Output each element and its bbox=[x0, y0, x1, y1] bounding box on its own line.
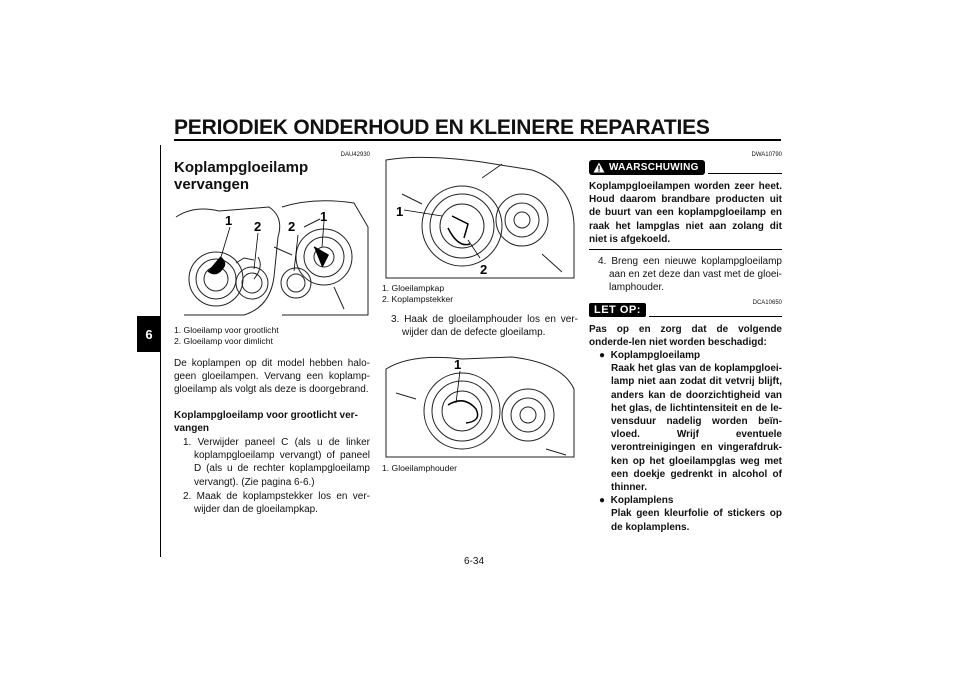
title-rule bbox=[174, 139, 781, 141]
warning-end-rule bbox=[589, 249, 782, 250]
chapter-tab: 6 bbox=[137, 316, 161, 352]
figure-label: 2 bbox=[254, 219, 262, 234]
bullet-text: Plak geen kleurfolie of stickers op de koplamplens. bbox=[611, 508, 782, 533]
notice-bullet bbox=[589, 494, 782, 507]
figure-caption: 1. Gloeilamphouder bbox=[382, 463, 458, 474]
bullet-icon: ● bbox=[599, 350, 611, 362]
page-title: PERIODIEK ONDERHOUD EN KLEINERE REPARATIES bbox=[174, 116, 710, 139]
figure-label: 2 bbox=[480, 262, 488, 277]
figure-caption: 1. Gloeilampkap bbox=[382, 283, 445, 293]
step-4: 4. Breng een nieuwe koplampgloeilamp aan en zet deze dan vast met de gloei-lamphouder. bbox=[598, 256, 782, 294]
bullet-text: Raak het glas van de koplampgloei-lamp niet aan zodat dit vetvrij blijft, anders kan de doorzichtigheid van het glas, de lichtintensiteit en de le-vensduur nadelig worden beïn-vloed. Wrijf eventuele verontreinigingen en vingerafdruk-ken op het gloeilampglas weg met een doekje gedrenkt in alcohol of thinner. bbox=[611, 363, 782, 494]
middle-column bbox=[382, 154, 578, 474]
warning-code: DWA10790 bbox=[751, 152, 782, 158]
warning-triangle-icon bbox=[593, 162, 605, 173]
figure-label: 1 bbox=[396, 204, 404, 219]
notice-intro: Pas op en zorg dat de volgende onderde-len niet worden beschadigd: bbox=[589, 323, 782, 348]
figure-caption: 2. Koplampstekker bbox=[382, 294, 454, 304]
notice-rule bbox=[649, 316, 782, 317]
subheading: Koplampgloeilamp voor grootlicht ver-vangen bbox=[174, 409, 358, 434]
notice-header bbox=[589, 300, 782, 317]
notice-code: DCA10650 bbox=[752, 299, 782, 306]
page-number: 6-34 bbox=[464, 556, 485, 567]
figure-label: 1 bbox=[320, 209, 328, 224]
right-column bbox=[589, 152, 782, 534]
section-heading: Koplampgloeilamp vervangen bbox=[174, 159, 309, 193]
bullet-icon: ● bbox=[599, 495, 611, 507]
warning-label: WAARSCHUWING bbox=[609, 162, 699, 173]
figure-bulb-holder bbox=[382, 349, 578, 459]
section-code: DAU42930 bbox=[340, 152, 370, 158]
bullet-title: Koplampgloeilamp bbox=[610, 350, 701, 362]
figure-bulb-cover bbox=[382, 154, 578, 280]
warning-badge bbox=[589, 160, 705, 175]
figure-caption: 1. Gloeilamp voor grootlicht bbox=[174, 325, 279, 335]
figure-caption: 2. Gloeilamp voor dimlicht bbox=[174, 336, 273, 346]
left-column bbox=[174, 152, 370, 516]
notice-label: LET OP: bbox=[589, 303, 646, 317]
figure-label: 1 bbox=[454, 357, 462, 373]
step-1: 1. Verwijder paneel C (als u de linker koplampgloeilamp vervangt) of paneel D (als u de rechter koplampgloeilamp vervangt). (Zie pagina 6-6.) bbox=[183, 437, 370, 488]
warning-text: Koplampgloeilampen worden zeer heet. Houd daarom brandbare producten uit de buurt van een koplampgloeilamp en raak het lampglas niet aan zolang dit niet is afgekoeld. bbox=[589, 181, 782, 245]
figure-headlight-bulbs bbox=[174, 197, 370, 321]
warning-rule bbox=[708, 173, 782, 174]
figure-label: 2 bbox=[288, 219, 296, 234]
notice-bullet bbox=[589, 349, 782, 362]
figure-label: 1 bbox=[225, 213, 233, 228]
warning-header bbox=[589, 160, 782, 175]
step-3: 3. Haak de gloeilamphouder los en ver-wijder dan de defecte gloeilamp. bbox=[391, 314, 578, 339]
intro-paragraph: De koplampen op dit model hebben halo-geen gloeilampen. Vervang een koplamp-gloeilamp als volgt als deze is doorgebrand. bbox=[174, 358, 370, 396]
step-2: 2. Maak de koplampstekker los en ver-wijder dan de gloeilampkap. bbox=[183, 490, 370, 516]
bullet-title: Koplamplens bbox=[610, 495, 674, 507]
